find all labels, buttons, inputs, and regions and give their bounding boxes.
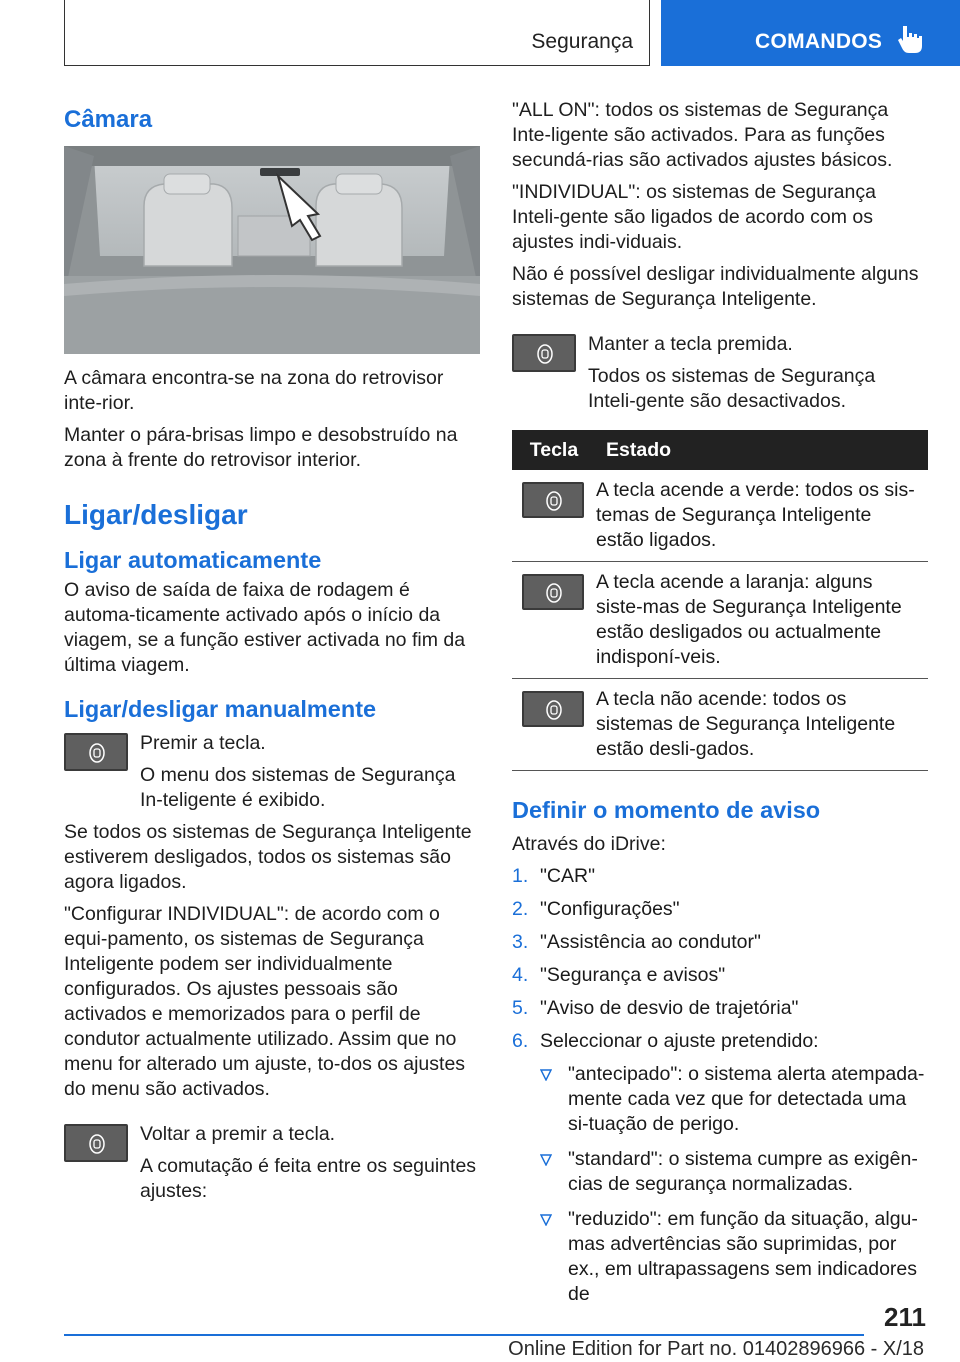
safety-assist-icon [88, 742, 106, 764]
options-list [512, 1062, 928, 1307]
page-number: 211 [884, 1302, 926, 1332]
steps-list [512, 864, 928, 1307]
safety-key-icon [522, 574, 584, 610]
header-chapter-label: COMANDOS [755, 30, 883, 53]
left-column [64, 94, 480, 1211]
manual-heading: Ligar/desligar manualmente [64, 696, 377, 722]
safety-key-button[interactable] [64, 733, 128, 771]
hold-key-row [512, 332, 928, 414]
table-cell-state: A tecla acende a verde: todos os sis-temas de Segurança Inteligente estão ligados. [596, 470, 928, 562]
safety-key-icon [522, 691, 584, 727]
allon-paragraph: "ALL ON": todos os sistemas de Segurança Inte-ligente são activados. Para as funções secundá-rias são activados ajustes básicos. [512, 99, 893, 171]
idrive-paragraph: Através do iDrive: [512, 833, 666, 855]
list-item: 6. Seleccionar o ajuste pretendido: "antecipado": o sistema alerta atempada-mente cada vez que for detectada uma si-tuação de perigo. "standard": o sistema cumpre as exigên-cias de segurança normalizadas. "reduzido": em função da situação, algu-mas advertências são suprimidas, por ex., em ultrapassagens sem indicadores de [512, 1029, 928, 1307]
list-item: 5. "Aviso de desvio de trajetória" [512, 997, 799, 1019]
manual-paragraph-4: "Configurar INDIVIDUAL": de acordo com o equi-pamento, os sistemas de Segurança Inteligente podem ser individualmente configurados. Os ajustes pessoais são activados e memorizados para o perfil de condutor actualmente utilizado. Assim que no menu for alterado um ajuste, to-dos os ajustes do menu são activados. [64, 903, 466, 1100]
toggle-key-text-1: Voltar a premir a tecla. [140, 1123, 336, 1145]
key-status-table [512, 430, 928, 771]
camera-paragraph-1: A câmara encontra-se na zona do retrovisor inte-rior. [64, 367, 444, 414]
hold-key-text-2: Todos os sistemas de Segurança Inteli-gente são desactivados. [588, 365, 876, 412]
table-row [512, 562, 928, 679]
manual-key-text-1: Premir a tecla. [140, 732, 266, 754]
safety-assist-icon [536, 343, 554, 365]
list-item: 2. "Configurações" [512, 898, 680, 920]
table-cell-state: A tecla não acende: todos os sistemas de Segurança Inteligente estão desli-gados. [596, 679, 928, 771]
hold-key-text-1: Manter a tecla premida. [588, 333, 793, 355]
list-item: 4. "Segurança e avisos" [512, 964, 726, 986]
table-header-state: Estado [596, 430, 928, 470]
header-section-box [64, 0, 650, 66]
triangle-bullet-icon [540, 1214, 552, 1226]
camera-heading: Câmara [64, 106, 153, 133]
onoff-heading: Ligar/desligar [64, 499, 248, 530]
toggle-key-row [64, 1122, 480, 1204]
header-section-title: Segurança [531, 30, 633, 53]
list-item: "reduzido": em função da situação, algu-mas advertências são suprimidas, por ex., em ultrapassagens sem indicadores de [512, 1207, 928, 1307]
table-cell-state: A tecla acende a laranja: alguns siste-mas de Segurança Inteligente estão desligados ou actualmente indisponí-veis. [596, 562, 928, 679]
safety-key-icon [522, 482, 584, 518]
triangle-bullet-icon [540, 1069, 552, 1081]
table-row [512, 470, 928, 562]
list-item: 1. "CAR" [512, 865, 596, 887]
triangle-bullet-icon [540, 1154, 552, 1166]
table-header-key: Tecla [512, 430, 596, 470]
notpossible-paragraph: Não é possível desligar individualmente alguns sistemas de Segurança Inteligente. [512, 263, 919, 310]
camera-interior-photo [64, 146, 480, 354]
warn-heading: Definir o momento de aviso [512, 797, 821, 823]
list-item: 3. "Assistência ao condutor" [512, 931, 761, 953]
auto-paragraph: O aviso de saída de faixa de rodagem é automa-ticamente activado após o início da viagem, se a função estiver activada no fim da última viagem. [64, 579, 466, 676]
camera-paragraph-2: Manter o pára-brisas limpo e desobstruído na zona à frente do retrovisor interior. [64, 424, 458, 471]
safety-assist-icon [88, 1133, 106, 1155]
page-header [0, 0, 960, 66]
auto-heading: Ligar automaticamente [64, 547, 322, 573]
footer-divider [64, 1334, 864, 1336]
individual-paragraph: "INDIVIDUAL": os sistemas de Segurança Inteli-gente são ligados de acordo com os ajustes indi-viduais. [512, 181, 876, 253]
list-item: "standard": o sistema cumpre as exigên-cias de segurança normalizadas. [512, 1147, 928, 1197]
header-chapter-tab[interactable] [661, 0, 960, 66]
manual-key-row [64, 731, 480, 813]
pointing-hand-icon [897, 24, 923, 54]
safety-key-button[interactable] [64, 1124, 128, 1162]
manual-key-text-2: O menu dos sistemas de Segurança In-teligente é exibido. [140, 764, 456, 811]
table-row [512, 679, 928, 771]
footer-text: Online Edition for Part no. 01402896966 - X/18 [508, 1338, 924, 1360]
right-column [512, 98, 928, 1317]
manual-paragraph-3: Se todos os sistemas de Segurança Inteligente estiverem desligados, todos os sistemas são agora ligados. [64, 821, 472, 893]
toggle-key-text-2: A comutação é feita entre os seguintes ajustes: [140, 1155, 477, 1202]
safety-key-button[interactable] [512, 334, 576, 372]
list-item: "antecipado": o sistema alerta atempada-mente cada vez que for detectada uma si-tuação de perigo. [512, 1062, 928, 1137]
